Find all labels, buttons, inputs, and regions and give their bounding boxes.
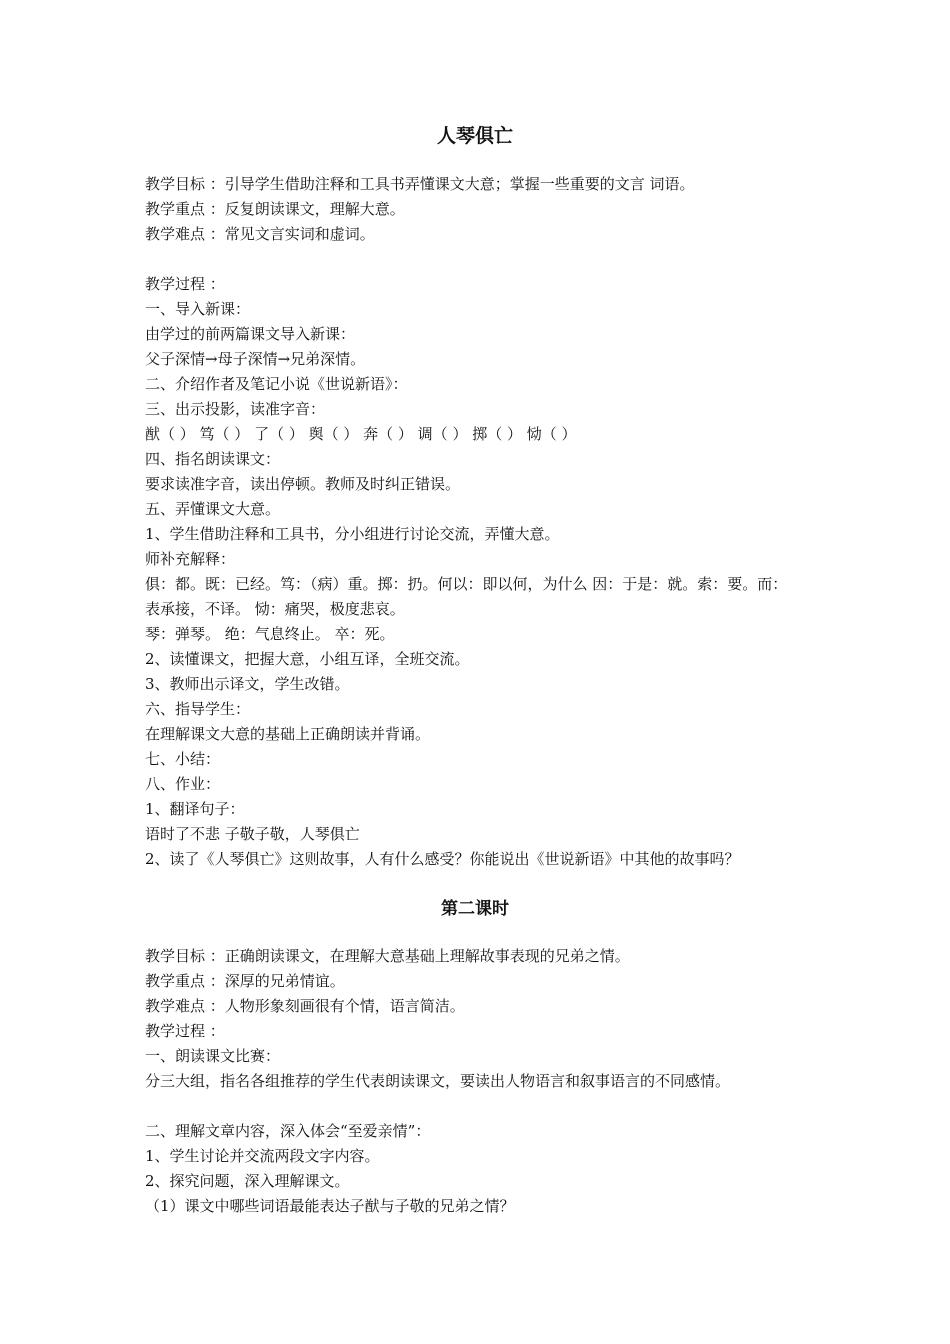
text-line: 四、指名朗读课文： xyxy=(145,450,281,468)
text-line: 琴：弹琴。 绝：气息终止。 卒：死。 xyxy=(145,625,395,643)
text-line: 教学重点 ：反复朗读课文，理解大意。 xyxy=(145,200,405,218)
text-line: 要求读准字音，读出停顿。教师及时纠正错误。 xyxy=(145,475,461,493)
text-line: 2、读懂课文，把握大意，小组互译，全班交流。 xyxy=(145,650,470,668)
text-line: 七、小结： xyxy=(145,750,221,768)
text-line: 由学过的前两篇课文导入新课： xyxy=(145,325,356,343)
text-line: 表承接，不译。 恸：痛哭，极度悲哀。 xyxy=(145,600,405,618)
section-1-body xyxy=(145,172,845,872)
text-line: 一、朗读课文比赛： xyxy=(145,1047,281,1065)
text-line: 分三大组，指名各组推荐的学生代表朗读课文，要读出人物语言和叙事语言的不同感情。 xyxy=(145,1072,731,1090)
section-2-title: 第二课时 xyxy=(441,899,509,919)
text-line: 2、探究问题，深入理解课文。 xyxy=(145,1172,350,1190)
text-line: 一、导入新课： xyxy=(145,300,251,318)
text-line: 猷（ ） 笃（ ） 了（ ） 舆（ ） 奔（ ） 调（ ） 掷（ ） 恸（ ） xyxy=(145,425,577,443)
text-line: 教学目标 ：正确朗读课文，在理解大意基础上理解故事表现的兄弟之情。 xyxy=(145,947,630,965)
text-line: 二、介绍作者及笔记小说《世说新语》： xyxy=(145,375,408,393)
text-line: 教学难点 ：常见文言实词和虚词。 xyxy=(145,225,375,243)
text-line: 教学难点 ：人物形象刻画很有个情，语言简洁。 xyxy=(145,997,465,1015)
text-line: 八、作业： xyxy=(145,775,221,793)
text-line: 俱：都。既：已经。笃：（病）重。掷：扔。何以：即以何，为什么 因：于是：就。索：要。而： xyxy=(145,575,788,593)
text-line: 师补充解释： xyxy=(145,550,236,568)
text-line: 六、指导学生： xyxy=(145,700,251,718)
section-2-body xyxy=(145,944,845,1219)
text-line: （1）课文中哪些词语最能表达子猷与子敬的兄弟之情？ xyxy=(145,1197,515,1215)
text-line xyxy=(145,1094,845,1119)
text-line: 1、翻译句子： xyxy=(145,800,245,818)
text-line: 教学目标 ：引导学生借助注释和工具书弄懂课文大意；掌握一些重要的文言 词语。 xyxy=(145,175,695,193)
text-line: 三、出示投影，读准字音： xyxy=(145,400,326,418)
document-title: 人琴俱亡 xyxy=(436,125,513,147)
text-line: 教学过程 ： xyxy=(145,1022,225,1040)
text-line: 教学重点 ：深厚的兄弟情谊。 xyxy=(145,972,345,990)
text-line: 3、教师出示译文，学生改错。 xyxy=(145,675,350,693)
text-line: 1、学生讨论并交流两段文字内容。 xyxy=(145,1147,380,1165)
text-line: 父子深情→母子深情→兄弟深情。 xyxy=(145,350,366,368)
text-line: 教学过程 ： xyxy=(145,275,225,293)
text-line: 五、弄懂课文大意。 xyxy=(145,500,281,518)
text-line: 在理解课文大意的基础上正确朗读并背诵。 xyxy=(145,725,431,743)
text-line xyxy=(145,247,845,272)
text-line: 二、理解文章内容，深入体会“至爱亲情”： xyxy=(145,1122,431,1140)
text-line: 语时了不悲 子敬子敬，人琴俱亡 xyxy=(145,825,360,843)
text-line: 1、学生借助注释和工具书，分小组进行讨论交流，弄懂大意。 xyxy=(145,525,560,543)
text-line: 2、读了《人琴俱亡》这则故事，人有什么感受？你能说出《世说新语》中其他的故事吗？ xyxy=(145,850,740,868)
